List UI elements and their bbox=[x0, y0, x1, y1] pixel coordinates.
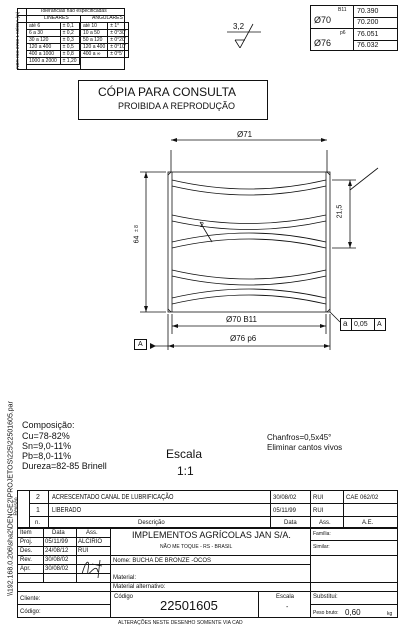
fit1-diameter: Ø70 bbox=[314, 15, 332, 25]
tb-address: NÃO ME TOQUE - RS - BRASIL bbox=[160, 544, 233, 550]
tolerance-cell: ± 0°10' bbox=[108, 44, 128, 51]
tb-proj-ass: ALCIRIO bbox=[78, 539, 103, 545]
tb-apr-label: Apr. bbox=[20, 566, 31, 572]
tb-familia: Família: bbox=[313, 531, 331, 537]
tb-nome: Nome: BUCHA DE BRONZE -OCOS bbox=[113, 558, 212, 564]
rev-header-ae: A.E. bbox=[362, 520, 374, 526]
tb-des-date: 24/08/12 bbox=[45, 548, 69, 554]
composition-line-3: Pb=8,0-11% bbox=[22, 451, 72, 461]
runout-value: 0,05 bbox=[354, 321, 368, 328]
rev-header-n: n. bbox=[35, 520, 41, 526]
range-cell: até 10 bbox=[81, 23, 108, 30]
fit2-class: p6 bbox=[340, 30, 346, 36]
roughness-symbol bbox=[225, 18, 265, 48]
rev-row2-n: 1 bbox=[36, 507, 40, 514]
tolerance-cell: ± 0°30' bbox=[108, 30, 128, 37]
rev-row1-ae: CAE 062/02 bbox=[346, 495, 379, 501]
rev-row1-date: 30/08/02 bbox=[273, 495, 297, 501]
roughness-value: 3,2 bbox=[233, 22, 245, 31]
rev-row2-date: 05/11/99 bbox=[273, 508, 296, 514]
note-chamfer: Chanfros=0,5x45° bbox=[267, 433, 332, 442]
rev-row2-desc: LIBERADO bbox=[52, 507, 82, 514]
tb-des-label: Des. bbox=[20, 548, 33, 554]
tb-item-label: Item bbox=[20, 530, 32, 536]
angular-header: ANGULARES bbox=[92, 15, 123, 21]
linear-tolerance-table bbox=[26, 22, 80, 65]
rev-row1-by: RUI bbox=[313, 495, 324, 501]
tolerance-cell: ± 0°20' bbox=[108, 37, 128, 44]
tb-peso-value: 0,60 bbox=[345, 608, 361, 617]
scale-value: 1:1 bbox=[177, 464, 194, 478]
dim-groove-width: 2 bbox=[200, 222, 204, 229]
range-cell: 120 a 400 bbox=[27, 44, 61, 51]
tolerance-cell: ± 0°5' bbox=[108, 51, 128, 58]
linear-tolerance-row bbox=[27, 23, 80, 30]
angular-tolerance-row bbox=[81, 23, 129, 30]
tb-proj-label: Proj. bbox=[20, 539, 33, 545]
tb-code-label: Código bbox=[114, 594, 134, 600]
rev-header-by: Ass. bbox=[319, 520, 331, 526]
composition-line-1: Cu=78-82% bbox=[22, 431, 70, 441]
tb-rev-date: 30/08/02 bbox=[45, 557, 69, 563]
linear-tolerance-row bbox=[27, 58, 80, 65]
tb-ass-label: Ass. bbox=[86, 530, 98, 536]
fit2-upper: 76.051 bbox=[357, 31, 379, 38]
tb-peso-label: Peso bruto: bbox=[313, 610, 339, 616]
tolerance-cell: ± 0,2 bbox=[60, 30, 79, 37]
note-edges: Eliminar cantos vivos bbox=[267, 443, 343, 452]
tolerance-cell: ± 0,1 bbox=[60, 23, 79, 30]
fit1-upper: 70.390 bbox=[357, 8, 379, 15]
range-cell: 50 a 120 bbox=[81, 37, 108, 44]
copy-stamp-line1: CÓPIA PARA CONSULTA bbox=[98, 85, 237, 99]
tolerance-title: Tolerâncias não especificadas bbox=[40, 8, 107, 14]
signature bbox=[78, 556, 108, 580]
tb-company: IMPLEMENTOS AGRÍCOLAS JAN S/A. bbox=[132, 530, 291, 540]
angular-tolerance-row bbox=[81, 51, 129, 58]
angular-tolerance-row bbox=[81, 37, 129, 44]
fit1-lower: 70.200 bbox=[357, 19, 379, 26]
rev-header-date: Data bbox=[284, 520, 297, 526]
range-cell: 1000 a 2000 bbox=[27, 58, 61, 65]
rev-row2-by: RUI bbox=[313, 508, 324, 514]
composition-title: Composição: bbox=[22, 420, 75, 430]
range-cell: 400 a ∞ bbox=[81, 51, 108, 58]
tb-rev-label: Rev. bbox=[20, 557, 32, 563]
composition-line-4: Dureza=82-85 Brinell bbox=[22, 461, 107, 471]
linear-tolerance-row bbox=[27, 37, 80, 44]
tb-material: Material: bbox=[113, 575, 137, 581]
datum-label: A bbox=[138, 341, 143, 348]
range-cell: 10 a 50 bbox=[81, 30, 108, 37]
tb-escala-label: Escala bbox=[276, 594, 295, 600]
composition-line-2: Sn=9,0-11% bbox=[22, 441, 72, 451]
range-cell: até 6 bbox=[27, 23, 61, 30]
tolerance-cell: ± 0,5 bbox=[60, 44, 79, 51]
dim-height-tol: ± 8 bbox=[133, 225, 140, 232]
dim-height: 64 bbox=[133, 235, 141, 244]
angular-tolerance-table bbox=[80, 22, 129, 58]
angular-tolerance-row bbox=[81, 44, 129, 51]
tb-escala-value: - bbox=[286, 604, 289, 611]
range-cell: 400 a 1000 bbox=[27, 51, 61, 58]
rev-row1-desc: ACRESCENTADO CANAL DE LUBRIFICAÇÃO bbox=[52, 494, 174, 501]
range-cell: 120 a 400 bbox=[81, 44, 108, 51]
fit2-lower: 76.032 bbox=[357, 42, 379, 49]
dim-top-diameter: Ø71 bbox=[237, 130, 253, 139]
tolerance-cell: ± 0,8 bbox=[60, 51, 79, 58]
linear-header: LINEARES bbox=[44, 15, 69, 21]
tb-code: 22501605 bbox=[160, 598, 218, 613]
tb-data-label: Data bbox=[52, 530, 65, 536]
tb-des-ass: RUI bbox=[78, 548, 89, 554]
tb-cliente: Cliente: bbox=[20, 596, 41, 602]
range-cell: 30 a 120 bbox=[27, 37, 61, 44]
tolerance-cell: ± 0,3 bbox=[60, 37, 79, 44]
angular-tolerance-row bbox=[81, 30, 129, 37]
fit2-diameter: Ø76 bbox=[314, 38, 332, 48]
tb-substitui: Substitui: bbox=[313, 594, 338, 600]
copy-stamp-line2: PROIBIDA A REPRODUÇÃO bbox=[118, 101, 236, 111]
file-path: \\192.168.0.206\sha2\DENGE2\PROJETOS\225\22501605.par bbox=[7, 401, 15, 596]
rev-row1-n: 2 bbox=[36, 494, 40, 501]
tb-apr-date: 30/08/02 bbox=[45, 566, 69, 572]
runout-datum: A bbox=[377, 321, 382, 328]
range-cell: 6 a 30 bbox=[27, 30, 61, 37]
rev-header-desc: Descrição bbox=[138, 520, 165, 526]
tb-material-alt: Material alternativo: bbox=[113, 584, 166, 590]
scale-label: Escala bbox=[166, 447, 203, 461]
tb-footer: ALTERAÇÕES NESTE DESENHO SOMENTE VIA CAD bbox=[118, 620, 243, 626]
tb-proj-date: 05/11/99 bbox=[45, 539, 68, 545]
linear-tolerance-row bbox=[27, 30, 80, 37]
fit1-class: B11 bbox=[338, 7, 347, 13]
linear-tolerance-row bbox=[27, 51, 80, 58]
tolerance-norm-label: NBR ISO 2768-1 MÉDIA (m) bbox=[14, 11, 20, 69]
tolerance-cell: ± 1° bbox=[108, 23, 128, 30]
linear-tolerance-row bbox=[27, 44, 80, 51]
tolerance-cell: ± 1,20 bbox=[60, 58, 79, 65]
runout-symbol: a bbox=[343, 319, 348, 328]
dim-bore: Ø70 B11 bbox=[226, 315, 257, 324]
dim-outer: Ø76 p6 bbox=[230, 334, 257, 343]
tb-peso-unit: kg bbox=[387, 611, 393, 617]
revision-side-label: Revisão bbox=[13, 497, 20, 516]
tb-similar: Similar: bbox=[313, 544, 330, 550]
tb-codigo-label: Código: bbox=[20, 609, 41, 615]
dim-right-small: 21,5 bbox=[336, 204, 344, 219]
